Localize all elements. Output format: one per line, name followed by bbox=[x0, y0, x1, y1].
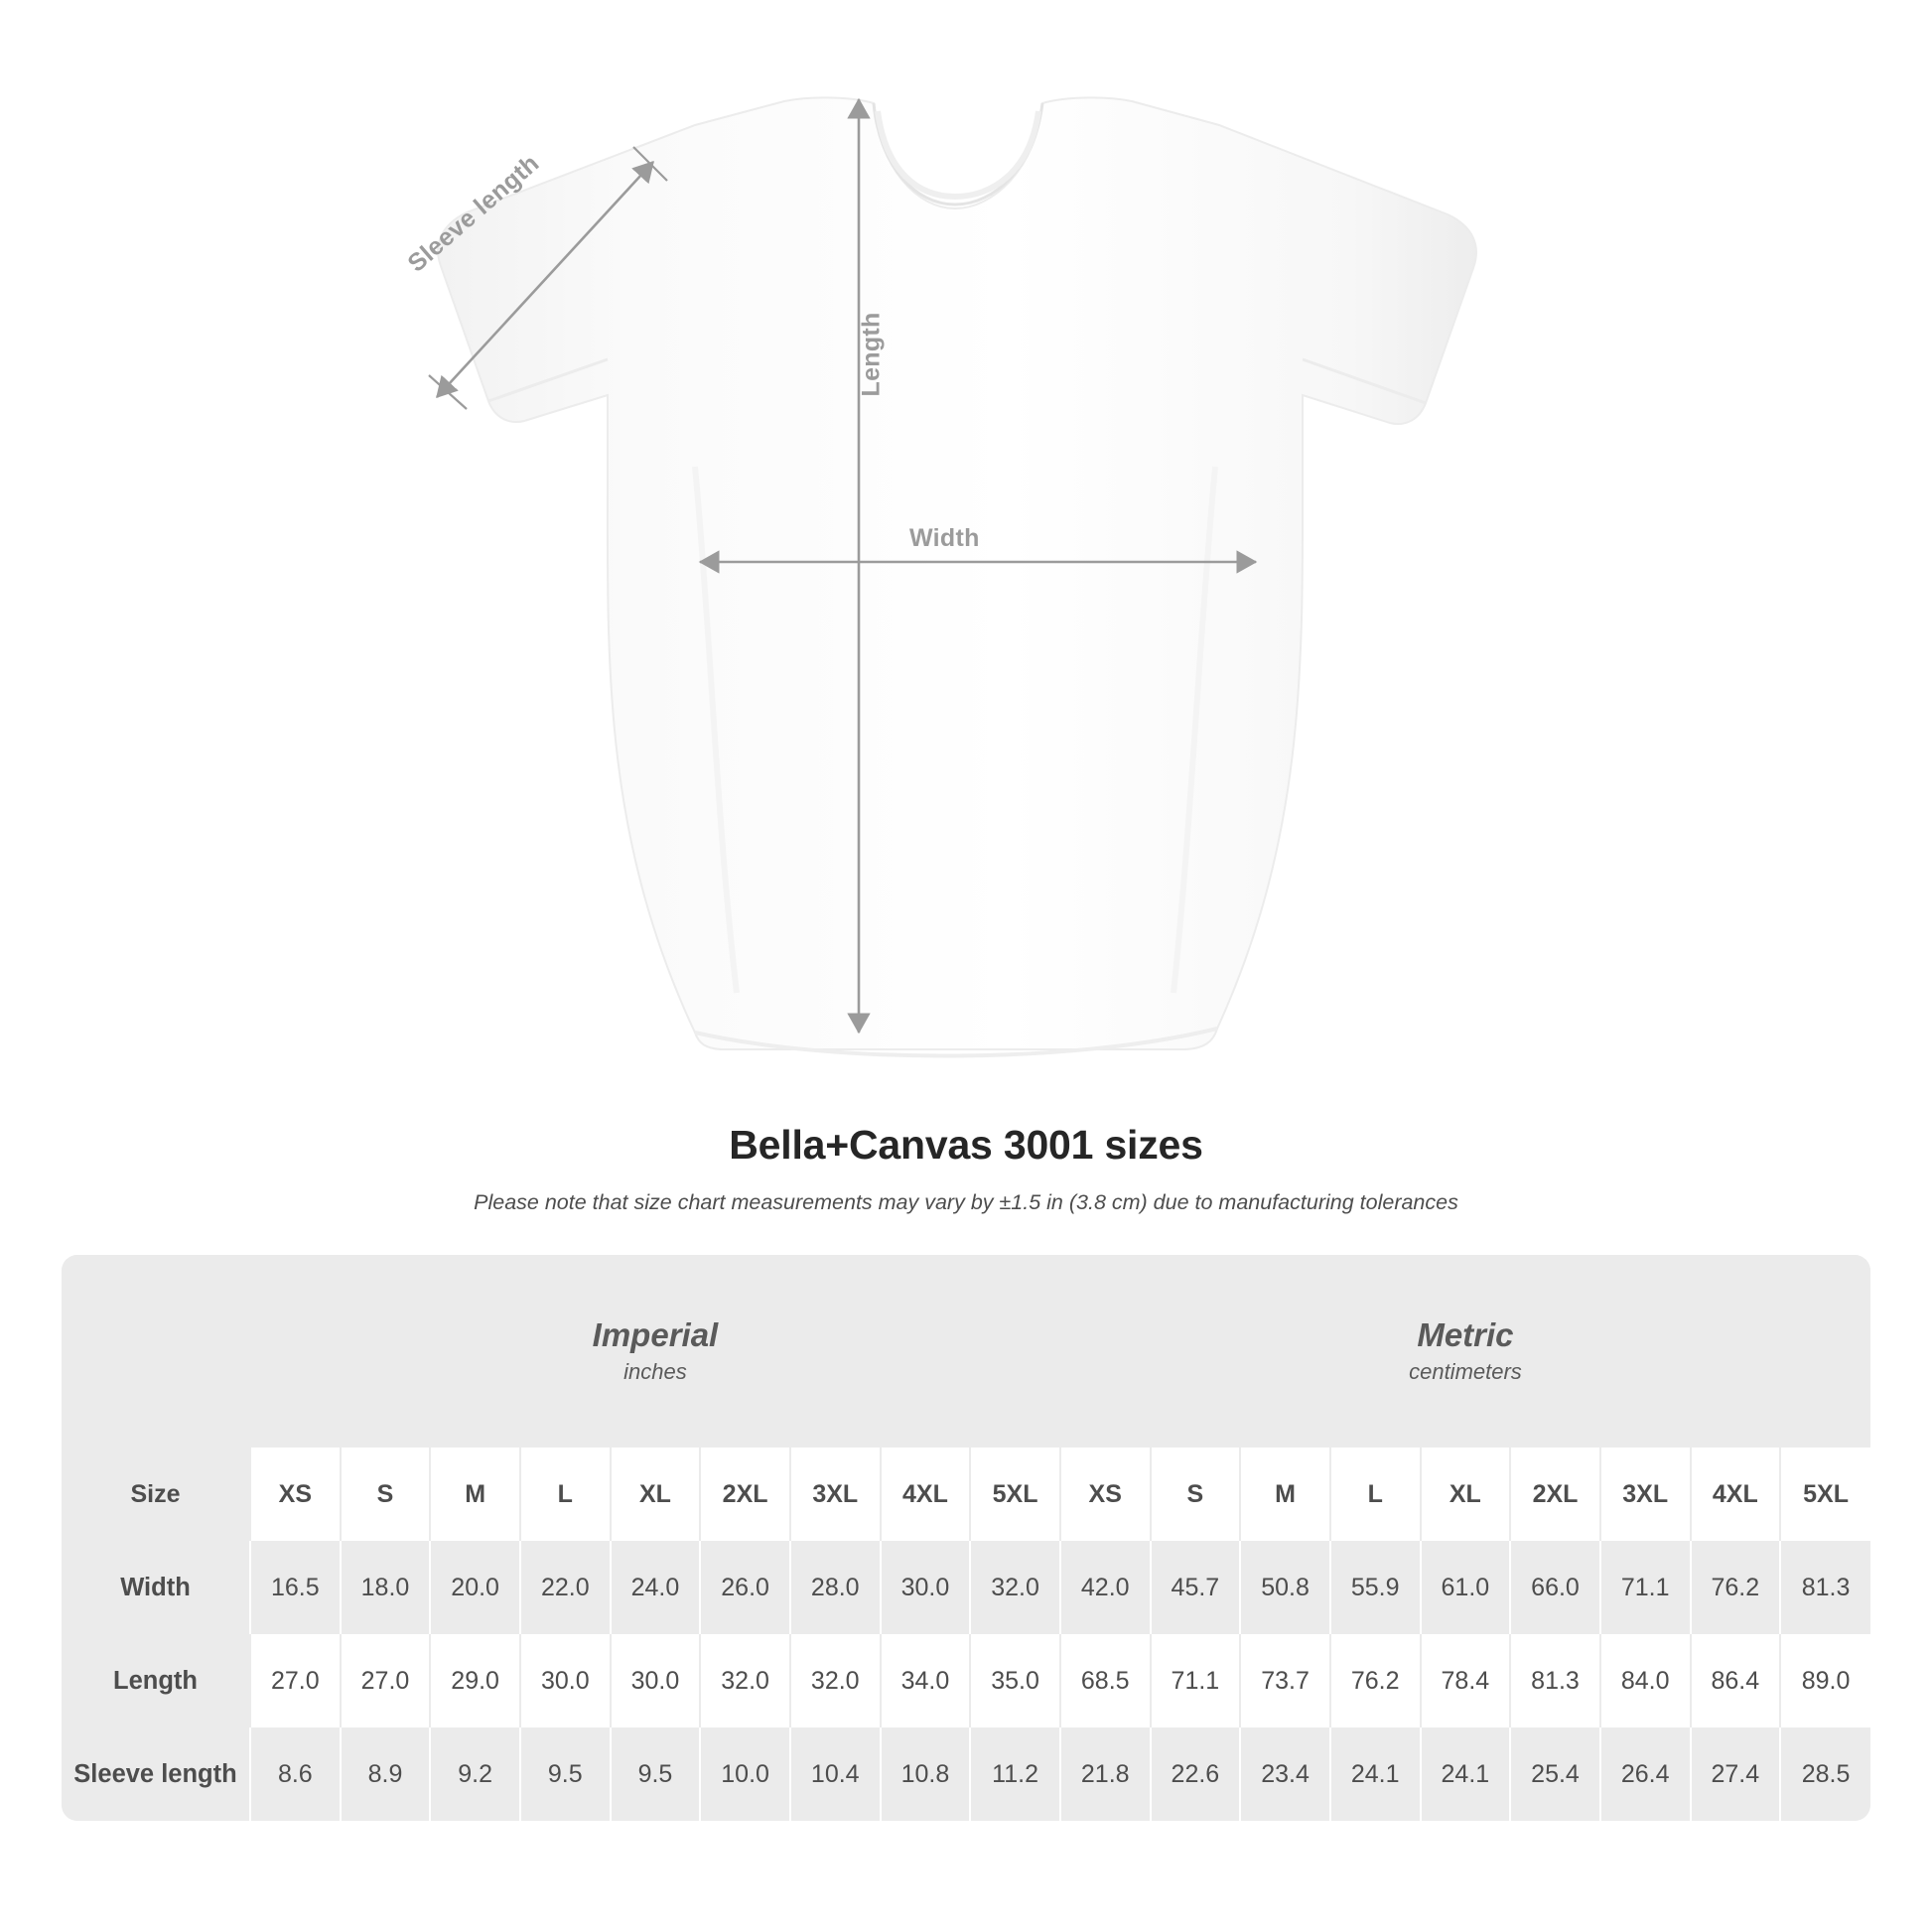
header-size-12: L bbox=[1330, 1448, 1421, 1541]
cell-sleeve-5: 10.0 bbox=[700, 1727, 790, 1821]
cell-sleeve-14: 25.4 bbox=[1510, 1727, 1600, 1821]
length-label: Length bbox=[857, 312, 886, 397]
cell-sleeve-7: 10.8 bbox=[881, 1727, 971, 1821]
cell-width-10: 45.7 bbox=[1151, 1541, 1241, 1634]
cell-length-9: 68.5 bbox=[1060, 1634, 1151, 1727]
header-size-3: L bbox=[520, 1448, 611, 1541]
header-size-6: 3XL bbox=[790, 1448, 881, 1541]
cell-length-8: 35.0 bbox=[970, 1634, 1060, 1727]
cell-length-2: 29.0 bbox=[430, 1634, 520, 1727]
cell-sleeve-0: 8.6 bbox=[250, 1727, 341, 1821]
cell-length-16: 86.4 bbox=[1691, 1634, 1781, 1727]
cell-length-0: 27.0 bbox=[250, 1634, 341, 1727]
cell-sleeve-8: 11.2 bbox=[970, 1727, 1060, 1821]
cell-width-15: 71.1 bbox=[1600, 1541, 1691, 1634]
cell-sleeve-2: 9.2 bbox=[430, 1727, 520, 1821]
cell-width-14: 66.0 bbox=[1510, 1541, 1600, 1634]
header-size-0: XS bbox=[250, 1448, 341, 1541]
cell-width-7: 30.0 bbox=[881, 1541, 971, 1634]
cell-width-11: 50.8 bbox=[1240, 1541, 1330, 1634]
cell-length-1: 27.0 bbox=[341, 1634, 431, 1727]
sleeve-length-label: Sleeve length bbox=[402, 149, 545, 278]
cell-width-4: 24.0 bbox=[611, 1541, 701, 1634]
header-size-5: 2XL bbox=[700, 1448, 790, 1541]
cell-length-17: 89.0 bbox=[1780, 1634, 1870, 1727]
table-header-row bbox=[62, 1448, 1870, 1541]
cell-length-10: 71.1 bbox=[1151, 1634, 1241, 1727]
cell-width-12: 55.9 bbox=[1330, 1541, 1421, 1634]
unit-imperial bbox=[250, 1255, 1060, 1448]
size-table-container bbox=[62, 1255, 1870, 1821]
header-size-label: Size bbox=[62, 1448, 250, 1541]
size-table bbox=[62, 1255, 1870, 1821]
header-size-10: S bbox=[1151, 1448, 1241, 1541]
cell-width-8: 32.0 bbox=[970, 1541, 1060, 1634]
cell-length-11: 73.7 bbox=[1240, 1634, 1330, 1727]
cell-length-7: 34.0 bbox=[881, 1634, 971, 1727]
cell-length-12: 76.2 bbox=[1330, 1634, 1421, 1727]
cell-sleeve-12: 24.1 bbox=[1330, 1727, 1421, 1821]
cell-width-17: 81.3 bbox=[1780, 1541, 1870, 1634]
row-label-width: Width bbox=[62, 1541, 250, 1634]
cell-sleeve-6: 10.4 bbox=[790, 1727, 881, 1821]
header-size-2: M bbox=[430, 1448, 520, 1541]
row-label-sleeve-length: Sleeve length bbox=[62, 1727, 250, 1821]
tolerance-note: Please note that size chart measurements may vary by ±1.5 in (3.8 cm) due to manufacturing tolerances bbox=[474, 1190, 1458, 1214]
width-label: Width bbox=[909, 524, 980, 552]
title-block bbox=[0, 1122, 1932, 1215]
cell-sleeve-16: 27.4 bbox=[1691, 1727, 1781, 1821]
cell-sleeve-4: 9.5 bbox=[611, 1727, 701, 1821]
cell-width-16: 76.2 bbox=[1691, 1541, 1781, 1634]
table-row bbox=[62, 1634, 1870, 1727]
header-size-7: 4XL bbox=[881, 1448, 971, 1541]
cell-sleeve-17: 28.5 bbox=[1780, 1727, 1870, 1821]
header-size-8: 5XL bbox=[970, 1448, 1060, 1541]
header-size-14: 2XL bbox=[1510, 1448, 1600, 1541]
cell-sleeve-13: 24.1 bbox=[1421, 1727, 1511, 1821]
cell-length-6: 32.0 bbox=[790, 1634, 881, 1727]
row-label-length: Length bbox=[62, 1634, 250, 1727]
cell-width-2: 20.0 bbox=[430, 1541, 520, 1634]
cell-length-3: 30.0 bbox=[520, 1634, 611, 1727]
cell-width-1: 18.0 bbox=[341, 1541, 431, 1634]
header-size-1: S bbox=[341, 1448, 431, 1541]
cell-sleeve-3: 9.5 bbox=[520, 1727, 611, 1821]
tshirt-shape bbox=[438, 97, 1476, 1055]
cell-length-4: 30.0 bbox=[611, 1634, 701, 1727]
table-row bbox=[62, 1727, 1870, 1821]
cell-sleeve-1: 8.9 bbox=[341, 1727, 431, 1821]
header-size-15: 3XL bbox=[1600, 1448, 1691, 1541]
header-size-13: XL bbox=[1421, 1448, 1511, 1541]
cell-width-6: 28.0 bbox=[790, 1541, 881, 1634]
unit-imperial-sub: inches bbox=[623, 1359, 687, 1385]
cell-width-13: 61.0 bbox=[1421, 1541, 1511, 1634]
header-size-11: M bbox=[1240, 1448, 1330, 1541]
cell-sleeve-9: 21.8 bbox=[1060, 1727, 1151, 1821]
table-row bbox=[62, 1541, 1870, 1634]
cell-sleeve-11: 23.4 bbox=[1240, 1727, 1330, 1821]
cell-length-15: 84.0 bbox=[1600, 1634, 1691, 1727]
unit-imperial-name: Imperial bbox=[592, 1315, 719, 1353]
cell-length-5: 32.0 bbox=[700, 1634, 790, 1727]
unit-metric-name: Metric bbox=[1417, 1315, 1514, 1353]
unit-band-spacer bbox=[62, 1255, 250, 1448]
cell-length-14: 81.3 bbox=[1510, 1634, 1600, 1727]
header-size-16: 4XL bbox=[1691, 1448, 1781, 1541]
cell-width-5: 26.0 bbox=[700, 1541, 790, 1634]
cell-width-9: 42.0 bbox=[1060, 1541, 1151, 1634]
cell-length-13: 78.4 bbox=[1421, 1634, 1511, 1727]
cell-width-0: 16.5 bbox=[250, 1541, 341, 1634]
header-size-9: XS bbox=[1060, 1448, 1151, 1541]
cell-sleeve-10: 22.6 bbox=[1151, 1727, 1241, 1821]
unit-metric bbox=[1060, 1255, 1870, 1448]
unit-metric-sub: centimeters bbox=[1409, 1359, 1522, 1385]
header-size-4: XL bbox=[611, 1448, 701, 1541]
unit-band-row bbox=[62, 1255, 1870, 1448]
page-title: Bella+Canvas 3001 sizes bbox=[729, 1122, 1203, 1168]
cell-width-3: 22.0 bbox=[520, 1541, 611, 1634]
cell-sleeve-15: 26.4 bbox=[1600, 1727, 1691, 1821]
header-size-17: 5XL bbox=[1780, 1448, 1870, 1541]
